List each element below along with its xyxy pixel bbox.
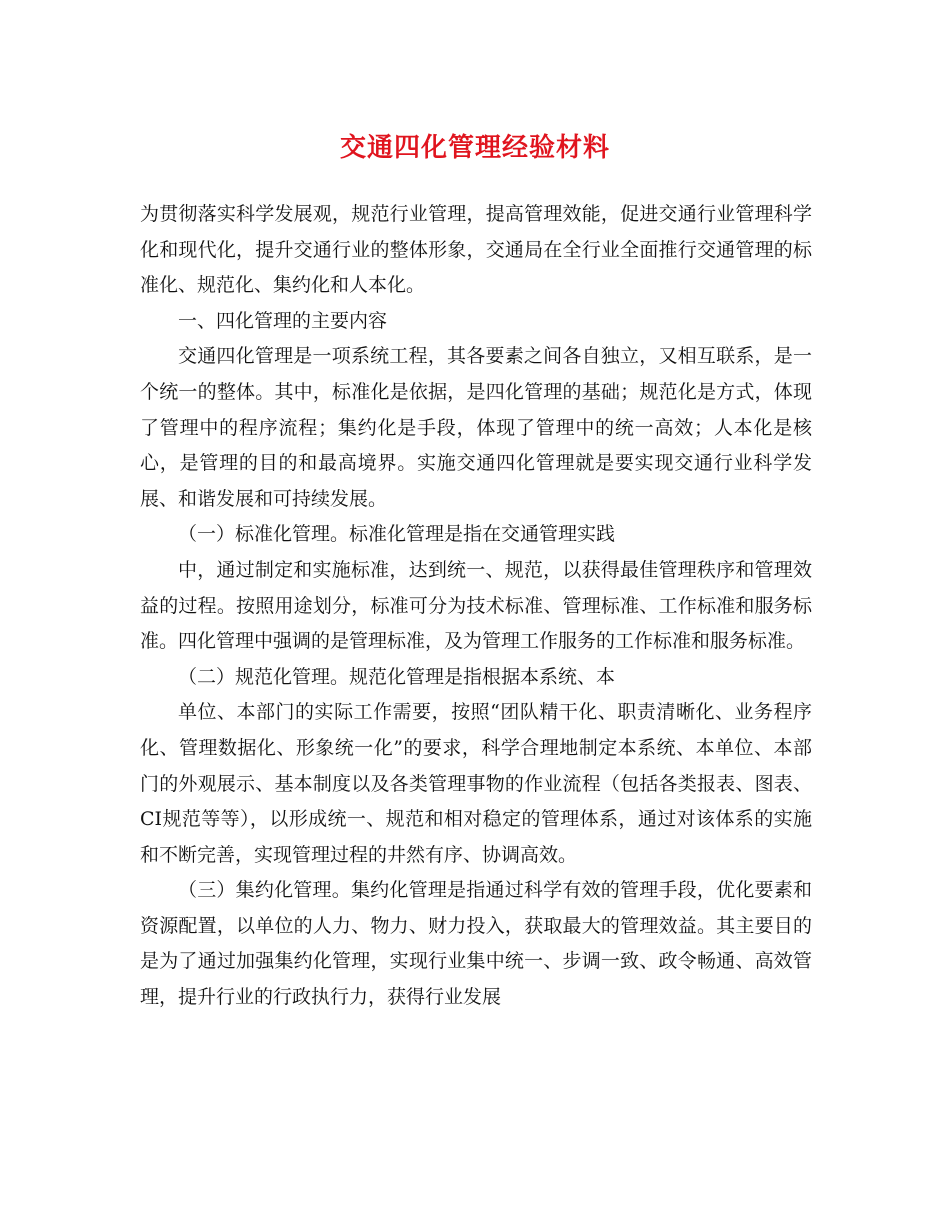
- paragraph-intensification: （三）集约化管理。集约化管理是指通过科学有效的管理手段，优化要素和资源配置，以单位的人力、物力、财力投入，获取最大的管理效益。其主要目的是为了通过加强集约化管理，实现行业集中统一、步调一致、政令畅通、高效管理，提升行业的行政执行力，获得行业发展: [140, 879, 812, 1009]
- document-body: [140, 197, 812, 1016]
- paragraph-intro: 为贯彻落实科学发展观，规范行业管理，提高管理效能，促进交通行业管理科学化和现代化，提升交通行业的整体形象，交通局在全行业全面推行交通管理的标准化、规范化、集约化和人本化。: [140, 203, 812, 297]
- document-title: 交通四化管理经验材料: [339, 133, 610, 163]
- section-heading-1: 一、四化管理的主要内容: [178, 309, 388, 332]
- paragraph-normalization: 单位、本部门的实际工作需要，按照“团队精干化、职责清晰化、业务程序化、管理数据化、形象统一化”的要求，科学合理地制定本系统、本单位、本部门的外观展示、基本制度以及各类管理事物的作业流程（包括各类报表、图表、CI规范等等），以形成统一、规范和相对稳定的管理体系，通过对该体系的实施和不断完善，实现管理过程的井然有序、协调高效。: [140, 701, 812, 866]
- paragraph-standardization: 中，通过制定和实施标准，达到统一、规范，以获得最佳管理秩序和管理效益的过程。按照用途划分，标准可分为技术标准、管理标准、工作标准和服务标准。四化管理中强调的是管理标准，及为管理工作服务的工作标准和服务标准。: [140, 558, 812, 653]
- subheading-standardization: （一）标准化管理。标准化管理是指在交通管理实践: [178, 523, 616, 546]
- paragraph-overview: 交通四化管理是一项系统工程，其各要素之间各自独立，又相互联系，是一个统一的整体。其中，标准化是依据，是四化管理的基础；规范化是方式，体现了管理中的程序流程；集约化是手段，体现了管理中的统一高效；人本化是核心，是管理的目的和最高境界。实施交通四化管理就是要实现交通行业科学发展、和谐发展和可持续发展。: [140, 345, 812, 510]
- subheading-normalization: （二）规范化管理。规范化管理是指根据本系统、本: [178, 665, 616, 688]
